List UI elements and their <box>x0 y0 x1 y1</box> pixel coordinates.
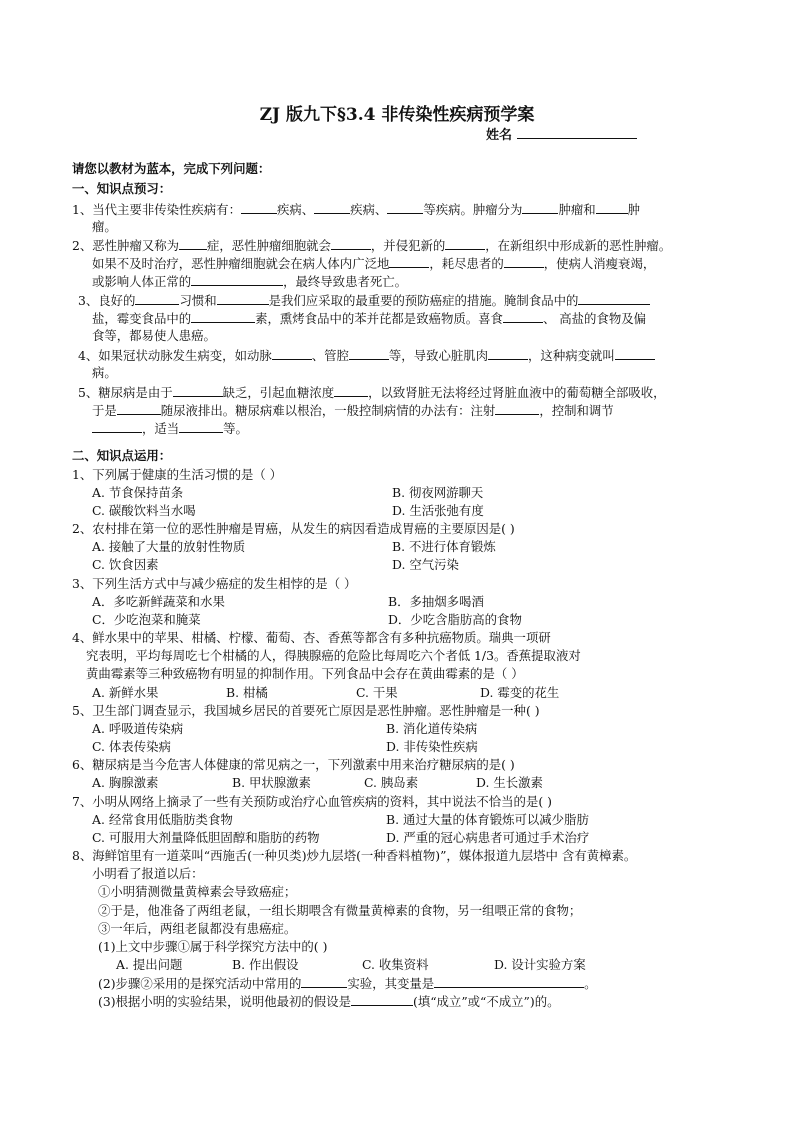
s2-q3-option-b[interactable]: B．多抽烟多喝酒 <box>388 594 484 609</box>
s2-q8-option-d[interactable]: D. 设计实验方案 <box>494 957 586 972</box>
s2-q5-option-c[interactable]: C. 体表传染病 <box>92 739 171 754</box>
s2-q8-stem-line1: 8、海鲜馆里有一道菜叫“西施舌(一种贝类)炒九层塔(一种香料植物)”，媒体报道九层塔中 含有黄樟素。 <box>72 848 637 863</box>
s1-q5-line2: 于是 随尿液排出。糖尿病难以根治，一般控制病情的办法有：注射 ，控制和调节 <box>92 403 614 418</box>
s2-q8-stem-line2: 小明看了报道以后： <box>92 866 204 881</box>
s2-q6-option-c[interactable]: C. 胰岛素 <box>364 775 419 790</box>
s2-q8-sub1: (1)上文中步骤①属于科学探究方法中的( ) <box>98 939 328 954</box>
s2-q4-option-c[interactable]: C. 干果 <box>356 685 398 700</box>
s2-q7-option-b[interactable]: B. 通过大量的体育锻炼可以减少脂肪 <box>386 812 589 827</box>
s1-q1-line1: 1、当代主要非传染性疾病有： 疾病、 疾病、 等疾病。肿瘤分为 肿瘤和 肿 <box>72 202 640 217</box>
s2-q1-stem: 1、下列属于健康的生活习惯的是（ ） <box>72 467 283 482</box>
s1-q3-line1: 3、良好的 习惯和 是我们应采取的最重要的预防癌症的措施。腌制食品中的 <box>78 291 650 310</box>
s2-q8-option-b[interactable]: B. 作出假设 <box>232 957 299 972</box>
s1-q4-line2: 病。 <box>92 365 117 380</box>
s1-q2-line1: 2、恶性肿瘤又称为 症，恶性肿瘤细胞就会 ，并侵犯新的 ，在新组织中形成新的恶性肿瘤。 <box>72 238 672 253</box>
s2-q2-option-a[interactable]: A. 接触了大量的放射性物质 <box>92 539 246 554</box>
name-label: 姓名 <box>486 128 513 143</box>
s2-q1-option-a[interactable]: A. 节食保持苗条 <box>92 485 184 500</box>
s2-q3-option-c[interactable]: C．少吃泡菜和腌菜 <box>92 612 201 627</box>
s1-q3-line3: 食等，都易使人患癌。 <box>92 328 216 343</box>
s2-q8-step2: ②于是，他准备了两组老鼠，一组长期喂含有微量黄樟素的食物，另一组喂正常的食物； <box>98 903 582 918</box>
section2-heading: 二、知识点运用： <box>72 448 172 463</box>
s2-q6-option-a[interactable]: A. 胸腺激素 <box>92 775 159 790</box>
s1-q5-line3: ，适当 等。 <box>92 419 248 438</box>
s2-q6-option-b[interactable]: B. 甲状腺激素 <box>232 775 311 790</box>
s2-q2-option-d[interactable]: D. 空气污染 <box>392 557 459 572</box>
s2-q6-option-d[interactable]: D. 生长激素 <box>476 775 543 790</box>
s2-q4-stem-line3: 黄曲霉素等三种致癌物有明显的抑制作用。下列食品中会存在黄曲霉素的是（ ） <box>86 666 524 681</box>
s2-q5-stem: 5、卫生部门调查显示，我国城乡居民的首要死亡原因是恶性肿瘤。恶性肿瘤是一种( ) <box>72 703 540 718</box>
s2-q2-option-c[interactable]: C. 饮食因素 <box>92 557 159 572</box>
page-title: ZJ 版九下§3.4 非传染性疾病预学案 <box>259 105 535 125</box>
s2-q8-sub2: (2)步骤②采用的是探究活动中常用的 实验，其变量是 。 <box>98 976 597 991</box>
s2-q2-option-b[interactable]: B. 不进行体育锻炼 <box>392 539 496 554</box>
s2-q4-option-b[interactable]: B. 柑橘 <box>226 685 268 700</box>
s1-q1-line2: 瘤。 <box>92 219 117 234</box>
section1-heading: 一、知识点预习： <box>72 181 172 196</box>
s2-q4-stem-line2: 究表明，平均每周吃七个柑橘的人，得胰腺癌的危险比每周吃六个者低 1/3。香蕉提取液对 <box>86 648 581 663</box>
s1-q4-line1: 4、如果冠状动脉发生病变，如动脉 、管腔 等，导致心脏肌肉 ，这种病变就叫 <box>78 346 655 365</box>
s1-q3-line2: 盐，霉变食品中的 素，熏烤食品中的苯并芘都是致癌物质。喜食 、 高盐的食物及偏 <box>92 311 647 326</box>
s2-q1-option-c[interactable]: C. 碳酸饮料当水喝 <box>92 503 196 518</box>
s2-q8-step3: ③一年后，两组老鼠都没有患癌症。 <box>98 921 297 936</box>
name-blank[interactable] <box>517 125 637 139</box>
s2-q7-option-c[interactable]: C. 可服用大剂量降低胆固醇和脂肪的药物 <box>92 830 320 845</box>
s1-q5-line1: 5、糖尿病是由于 缺乏，引起血糖浓度 ，以致肾脏无法将经过肾脏血液中的葡萄糖全部吸收， <box>78 385 666 400</box>
s2-q1-option-d[interactable]: D. 生活张弛有度 <box>392 503 484 518</box>
name-field <box>486 124 637 143</box>
s1-q2-line2: 如果不及时治疗，恶性肿瘤细胞就会在病人体内广泛地 ，耗尽患者的 ，使病人消瘦衰竭， <box>92 256 656 271</box>
s2-q1-option-b[interactable]: B. 彻夜网游聊天 <box>392 485 484 500</box>
s2-q4-option-d[interactable]: D. 霉变的花生 <box>480 685 560 700</box>
s2-q8-option-c[interactable]: C. 收集资料 <box>362 957 429 972</box>
s2-q7-option-a[interactable]: A. 经常食用低脂肪类食物 <box>92 812 233 827</box>
s2-q3-option-a[interactable]: A．多吃新鲜蔬菜和水果 <box>92 594 225 609</box>
s2-q3-stem: 3、下列生活方式中与减少癌症的发生相悖的是（ ） <box>72 576 357 591</box>
s2-q8-step1: ①小明猜测微量黄樟素会导致癌症； <box>98 884 297 899</box>
s2-q7-stem: 7、小明从网络上摘录了一些有关预防或治疗心血管疾病的资料，其中说法不恰当的是( ) <box>72 794 552 809</box>
s2-q8-sub3: (3)根据小明的实验结果，说明他最初的假设是 (填“成立”或“不成立”)的。 <box>98 994 560 1009</box>
s1-q2-line3: 或影响人体正常的 ，最终导致患者死亡。 <box>92 274 408 289</box>
s2-q5-option-a[interactable]: A. 呼吸道传染病 <box>92 721 184 736</box>
s2-q4-stem-line1: 4、鲜水果中的苹果、柑橘、柠檬、葡萄、杏、香蕉等都含有多种抗癌物质。瑞典一项研 <box>72 630 551 645</box>
s2-q6-stem: 6、糖尿病是当今危害人体健康的常见病之一，下列激素中用来治疗糖尿病的是( ) <box>72 757 515 772</box>
instruction-text: 请您以教材为蓝本，完成下列问题： <box>72 161 271 176</box>
s2-q4-option-a[interactable]: A. 新鲜水果 <box>92 685 159 700</box>
s2-q2-stem: 2、农村排在第一位的恶性肿瘤是胃癌，从发生的病因看造成胃癌的主要原因是( ) <box>72 521 515 536</box>
s2-q8-option-a[interactable]: A. 提出问题 <box>116 957 183 972</box>
s2-q7-option-d[interactable]: D. 严重的冠心病患者可通过手术治疗 <box>386 830 590 845</box>
s2-q3-option-d[interactable]: D．少吃含脂肪高的食物 <box>388 612 522 627</box>
s2-q5-option-d[interactable]: D. 非传染性疾病 <box>386 739 478 754</box>
s2-q5-option-b[interactable]: B. 消化道传染病 <box>386 721 478 736</box>
